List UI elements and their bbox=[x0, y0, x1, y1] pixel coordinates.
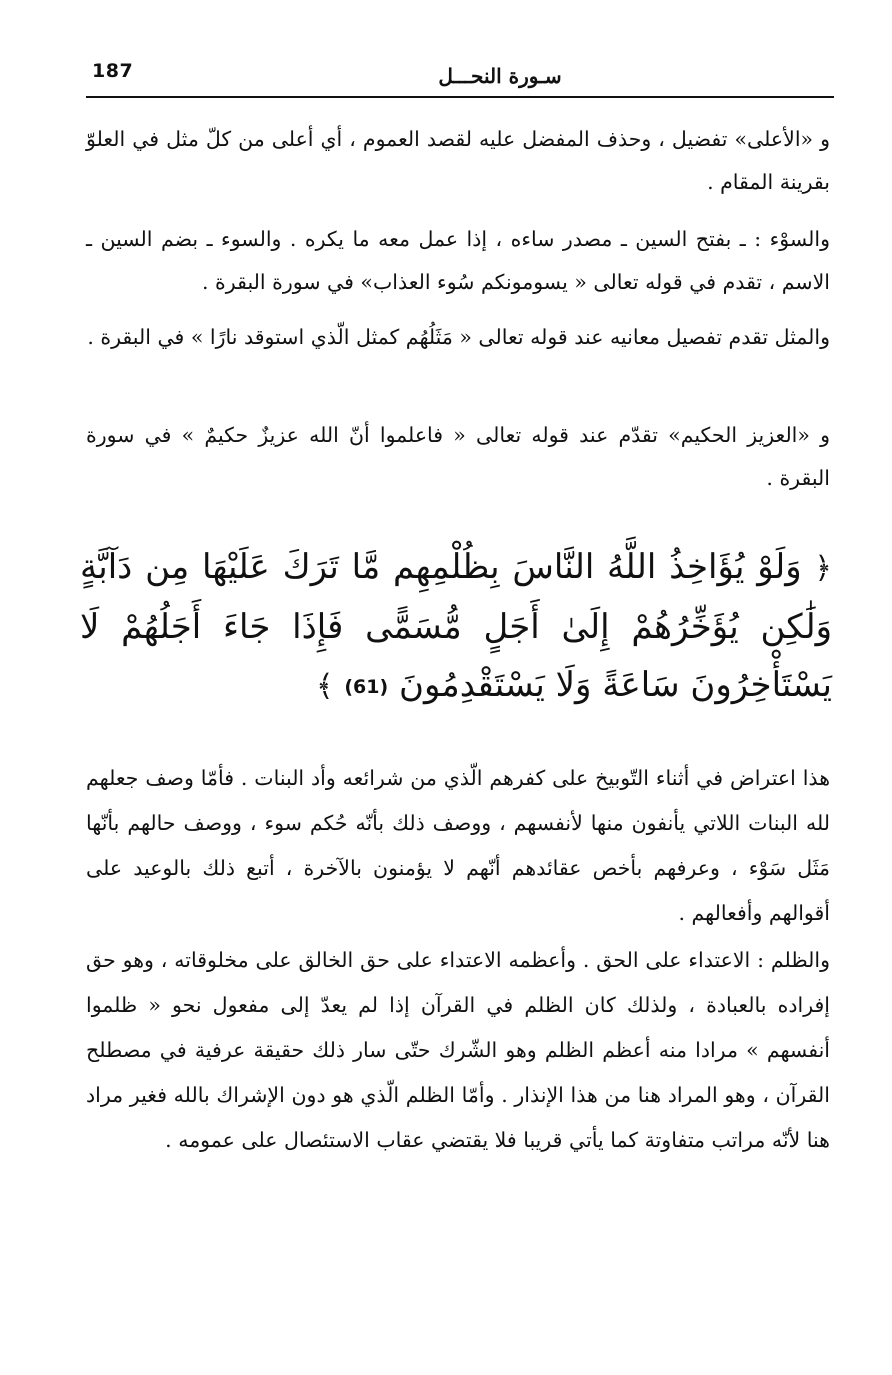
gloss-text: و «الأعلى» تفضيل ، وحذف المفضل عليه لقصد العموم ، أي أعلى من كلّ مثل في العلوّ بقرينة المقام . bbox=[86, 127, 830, 194]
gloss-paragraph-3 bbox=[86, 316, 830, 359]
commentary-paragraph-1 bbox=[86, 756, 830, 936]
quran-verse bbox=[80, 538, 832, 716]
verse-close-bracket: ﴾ bbox=[315, 669, 334, 704]
verse-text: وَلَوْ يُؤَاخِذُ اللَّهُ النَّاسَ بِظُلْمِهِم مَّا تَرَكَ عَلَيْهَا مِن دَآبَّةٍ وَلَٰكِن يُؤَخِّرُهُمْ إِلَىٰ أَجَلٍ مُّسَمًّى فَإِذَا جَاءَ أَجَلُهُمْ لَا يَسْتَأْخِرُونَ سَاعَةً وَلَا يَسْتَقْدِمُونَ bbox=[80, 547, 832, 705]
gloss-text: والسوْء : ـ بفتح السين ـ مصدر ساءه ، إذا عمل معه ما يكره . والسوء ـ بضم السين ـ الاسم ، تقدم في قوله تعالى « يسومونكم سُوء العذاب» في سورة البقرة . bbox=[86, 227, 830, 294]
page-number: 187 bbox=[92, 60, 134, 82]
commentary-text: والظلم : الاعتداء على الحق . وأعظمه الاعتداء على حق الخالق على مخلوقاته ، وهو حق إفراده بالعبادة ، ولذلك كان الظلم في القرآن إذا لم يعدّ إلى مفعول نحو « ظلموا أنفسهم » مرادا منه أعظم الظلم وهو الشّرك حتّى سار ذلك حقيقة عرفية في مصطلح القرآن ، وهو المراد هنا من هذا الإنذار . وأمّا الظلم الّذي هو دون الإشراك بالله فغير مراد هنا لأنّه مراتب متفاوتة كما يأتي قريبا فلا يقتضي عقاب الاستئصال على عمومه . bbox=[86, 948, 830, 1152]
gloss-paragraph-1 bbox=[86, 118, 830, 204]
header-rule bbox=[86, 96, 834, 98]
gloss-paragraph-4 bbox=[86, 414, 830, 500]
commentary-text: هذا اعتراض في أثناء التّوبيخ على كفرهم الّذي من شرائعه وأد البنات . فأمّا وصف جعلهم لله البنات اللاتي يأنفون منها لأنفسهم ، ووصف ذلك بأنّه حُكم سوء ، ووصف حالهم بأنّها مَثَل سَوْء ، وعرفهم بأخص عقائدهم أنّهم لا يؤمنون بالآخرة ، أتبع ذلك بالوعيد على أقوالهم وأفعالهم . bbox=[86, 766, 830, 925]
gloss-paragraph-2 bbox=[86, 218, 830, 304]
gloss-text: والمثل تقدم تفصيل معانيه عند قوله تعالى « مَثَلُهُم كمثل الّذي استوقد نارًا » في البقرة . bbox=[87, 325, 830, 349]
commentary-paragraph-2 bbox=[86, 938, 830, 1163]
running-title: سـورة النحـــل bbox=[438, 64, 562, 88]
verse-number: (61) bbox=[344, 676, 389, 698]
gloss-text: و «العزيز الحكيم» تقدّم عند قوله تعالى « فاعلموا أنّ الله عزيزٌ حكيمٌ » في سورة البقرة . bbox=[86, 423, 830, 490]
verse-open-bracket: ﴿ bbox=[814, 551, 832, 586]
